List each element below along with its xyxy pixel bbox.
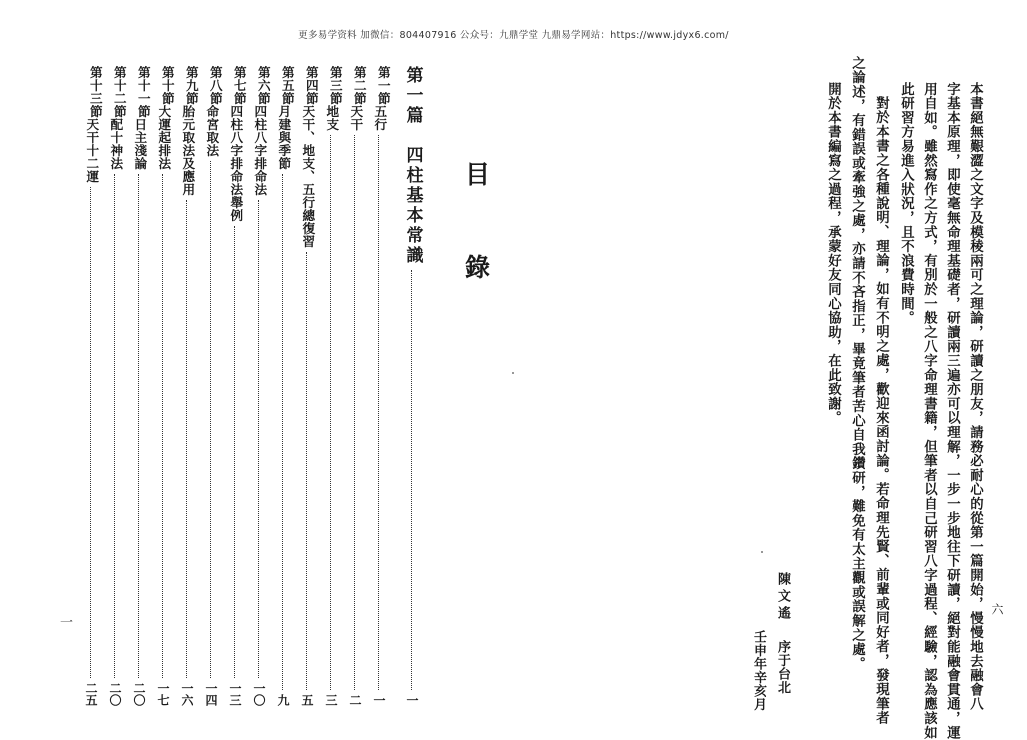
preface-line: 對於本書之各種說明、理論，如有不明之處，歡迎來函討論。若命理先賢、前輩或同好者，發現筆者 — [873, 96, 890, 726]
leader-dots — [354, 135, 357, 690]
leader-dots — [138, 174, 141, 678]
toc-page-number: 一三 — [228, 682, 242, 706]
toc-page-number: 五 — [300, 694, 314, 706]
toc-entry — [321, 66, 341, 706]
toc-entry-title: 胎元取法及應用 — [180, 105, 196, 196]
toc-entry — [273, 66, 293, 706]
toc-entry-title: 命宮取法 — [204, 105, 220, 157]
preface-line: 之論述，有錯誤或牽強之處，亦請不吝指正，畢竟筆者苦心自我鑽研，難免有太主觀或誤解之處。 — [849, 56, 866, 671]
preface-line: 本書絕無艱澀之文字及模稜兩可之理論，研讀之朋友，請務必耐心的從第一篇開始，慢慢地去融會八 — [967, 82, 984, 712]
toc-entry — [201, 66, 221, 706]
toc-entry-title: 四柱八字排命法 — [252, 105, 268, 196]
toc-section: 第四節 — [303, 66, 319, 105]
toc-entry-title: 天干 — [348, 105, 364, 131]
leader-dots — [258, 200, 261, 678]
toc-section: 第八節 — [207, 66, 223, 105]
leader-dots — [330, 135, 333, 690]
toc-title-char: 目 — [465, 160, 491, 189]
leader-dots — [114, 174, 117, 678]
preface-line: 開於本書編寫之過程，承蒙好友同心協助，在此致謝。 — [825, 82, 842, 426]
toc-entry-title: 配十神法 — [108, 118, 124, 170]
toc-entry — [81, 66, 101, 706]
toc-entry-title: 大運起排法 — [156, 105, 172, 170]
toc-entry-title: 四柱八字排命法舉例 — [228, 105, 244, 222]
toc-section: 第一節 — [375, 66, 391, 105]
toc-entry — [105, 66, 125, 706]
leader-dots — [186, 200, 189, 678]
toc-entry — [369, 66, 389, 706]
toc-entry-title: 地支 — [324, 105, 340, 131]
preface-line: 字基本原理，即使毫無命理基礎者，研讀兩三遍亦可以理解，一步一步地往下研讀，絕對能融會貫通，運 — [944, 82, 961, 740]
scan-speck — [512, 372, 514, 374]
preface-line: 此研習方易進入狀況，且不浪費時間。 — [898, 82, 915, 326]
toc-part-row — [400, 66, 424, 706]
leader-dots — [306, 252, 309, 690]
toc-title-char: 錄 — [465, 253, 491, 282]
scan-speck — [761, 551, 763, 553]
toc-section: 第五節 — [279, 66, 295, 105]
toc-page-number: 一四 — [204, 682, 218, 706]
toc-entry-title: 五行 — [372, 105, 388, 131]
preface-date: 壬申年辛亥月 — [751, 630, 766, 711]
toc-page-number: 一六 — [180, 682, 194, 706]
leader-dots — [282, 174, 285, 690]
toc-section: 第二節 — [351, 66, 367, 105]
toc-section: 第十一節 — [135, 66, 151, 118]
toc-page-number: 一七 — [156, 682, 170, 706]
preface-line: 用自如。雖然寫作之方式，有別於一般之八字命理書籍，但筆者以自己研習八字過程、經驗，認為應該如 — [921, 82, 938, 740]
toc-page-number: 一 — [405, 694, 419, 706]
leader-dots — [162, 174, 165, 678]
toc-section: 第六節 — [255, 66, 271, 105]
toc-page-number: 二〇 — [108, 682, 122, 706]
toc-page-number: 一 — [372, 694, 386, 706]
watermark-banner: 更多易学资料 加微信：804407916 公众号：九鼎学堂 九鼎易学网站：https://www.jdyx6.com/ — [298, 30, 729, 41]
toc-page-number: 一〇 — [252, 682, 266, 706]
toc-entry — [153, 66, 173, 706]
toc-entry — [129, 66, 149, 706]
leader-dots — [378, 135, 381, 690]
toc-entry — [177, 66, 197, 706]
toc-entry — [249, 66, 269, 706]
toc-section: 第三節 — [327, 66, 343, 105]
toc-page-number: 三 — [324, 694, 338, 706]
toc-entry — [297, 66, 317, 706]
leader-dots — [90, 187, 93, 678]
toc-page-number: 二 — [348, 694, 362, 706]
toc-entry-title: 日主淺論 — [132, 118, 148, 170]
toc-section: 第十節 — [159, 66, 175, 105]
toc-section: 第十二節 — [111, 66, 127, 118]
toc-page-number: 二〇 — [132, 682, 146, 706]
leader-dots — [210, 161, 213, 678]
toc-section: 第九節 — [183, 66, 199, 105]
left-page-number: 一 — [57, 615, 72, 628]
toc-page-number: 九 — [276, 694, 290, 706]
toc-entry — [225, 66, 245, 706]
toc-part-label: 第一篇 四柱基本常識 — [402, 66, 423, 266]
toc-entry-title: 月建與季節 — [276, 105, 292, 170]
preface-place: 序于台北 — [775, 640, 790, 694]
toc-entry-title: 天干十二運 — [84, 118, 100, 183]
author-name: 陳文遙 — [775, 572, 790, 623]
right-page-number: 六 — [990, 603, 1004, 615]
toc-section: 第七節 — [231, 66, 247, 105]
leader-dots — [411, 270, 414, 690]
toc-entry — [345, 66, 365, 706]
toc-page-number: 二五 — [84, 682, 98, 706]
toc-section: 第十三節 — [87, 66, 103, 118]
toc-entry-title: 天干、地支、五行總復習 — [300, 105, 316, 248]
leader-dots — [234, 226, 237, 678]
